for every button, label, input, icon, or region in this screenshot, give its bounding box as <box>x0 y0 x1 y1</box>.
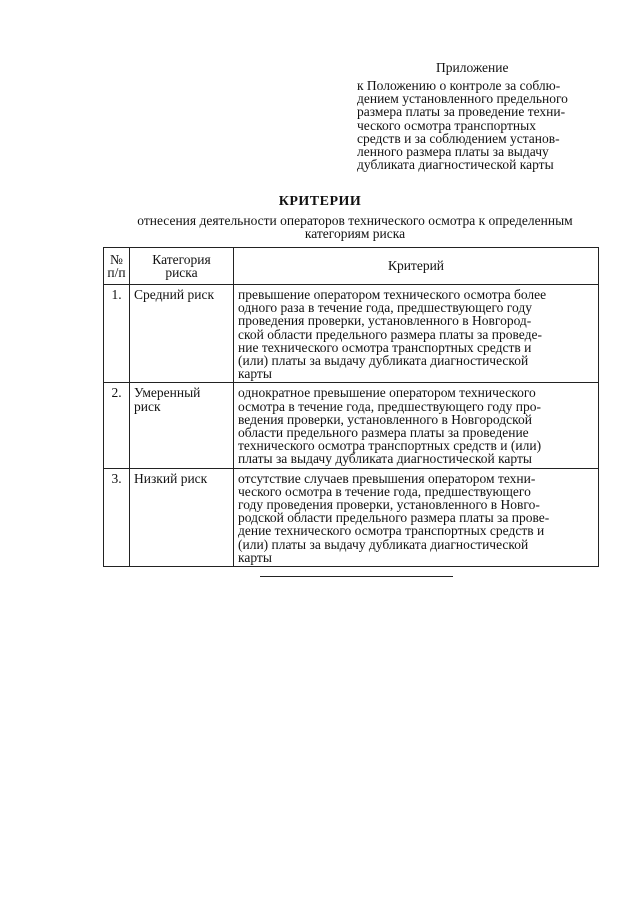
criterion-line: отсутствие случаев превышения оператором техни- <box>238 470 536 486</box>
row-criterion <box>234 285 599 383</box>
criterion-line: проведения проверки, установленного в Новгород- <box>238 313 532 329</box>
criterion-line: ние технического осмотра транспортных средств и <box>238 339 532 355</box>
table-header-row <box>104 248 599 285</box>
row-number: 1. <box>104 285 130 383</box>
subtitle-line: категориям риска <box>304 226 406 241</box>
appendix-line: ческого осмотра транспортных <box>357 117 536 133</box>
criterion-line: ведения проверки, установленного в Новгородской <box>238 411 532 427</box>
criterion-line: (или) платы за выдачу дубликата диагностической <box>238 536 529 552</box>
row-criterion <box>234 468 599 566</box>
criterion-line: технического осмотра транспортных средств и (или) <box>238 438 542 454</box>
row-category: Низкий риск <box>130 468 234 566</box>
criterion-line: ческого осмотра в течение года, предшествующего <box>238 483 531 499</box>
criterion-line: (или) платы за выдачу дубликата диагностической <box>238 353 529 369</box>
row-number: 2. <box>104 383 130 468</box>
document-subtitle <box>100 214 610 240</box>
appendix-title: Приложение <box>436 60 509 75</box>
criterion-line: дение технического осмотра транспортных средств и <box>238 523 545 539</box>
row-criterion <box>234 383 599 468</box>
header-number-label: п/п <box>107 265 126 280</box>
appendix-line: средств и за соблюдением установ- <box>357 130 560 146</box>
appendix-line: размера платы за проведение техни- <box>357 104 566 120</box>
criterion-line: ской области предельного размера платы за проведе- <box>238 326 542 342</box>
row-category: Умеренный риск <box>130 383 234 468</box>
criterion-line: карты <box>238 366 272 382</box>
document-title: КРИТЕРИИ <box>278 194 362 209</box>
criterion-line: области предельного размера платы за проведение <box>238 425 529 441</box>
table-row <box>104 383 599 468</box>
header-criterion: Критерий <box>234 248 599 285</box>
criterion-line: году проведения проверки, установленного в Новго- <box>238 497 540 513</box>
appendix-line: ленного размера платы за выдачу <box>357 144 549 160</box>
subtitle-line: отнесения деятельности операторов технического осмотра к определенным <box>137 213 573 228</box>
appendix-reference <box>357 79 597 171</box>
header-number-symbol: № <box>110 251 123 267</box>
criterion-line: осмотра в течение года, предшествующего году про- <box>238 398 541 414</box>
criteria-table <box>103 247 599 567</box>
header-number <box>104 248 130 285</box>
header-category-line: риска <box>165 265 198 280</box>
appendix-line: дубликата диагностической карты <box>357 157 554 173</box>
appendix-line: к Положению о контроле за соблю- <box>357 78 561 93</box>
criterion-line: превышение оператором технического осмотра более <box>238 287 547 302</box>
header-category <box>130 248 234 285</box>
criterion-line: одного раза в течение года, предшествующего году <box>238 300 532 316</box>
appendix-line: дением установленного предельного <box>357 91 568 107</box>
row-category: Средний риск <box>130 285 234 383</box>
table-row <box>104 468 599 566</box>
criterion-line: однократное превышение оператором технического <box>238 385 536 401</box>
criterion-line: карты <box>238 549 272 565</box>
criterion-line: родской области предельного размера платы за прове- <box>238 510 550 526</box>
table-row <box>104 285 599 383</box>
row-number: 3. <box>104 468 130 566</box>
criterion-line: платы за выдачу дубликата диагностической карты <box>238 451 532 467</box>
header-category-line: Категория <box>152 251 211 267</box>
closing-divider <box>260 576 453 577</box>
